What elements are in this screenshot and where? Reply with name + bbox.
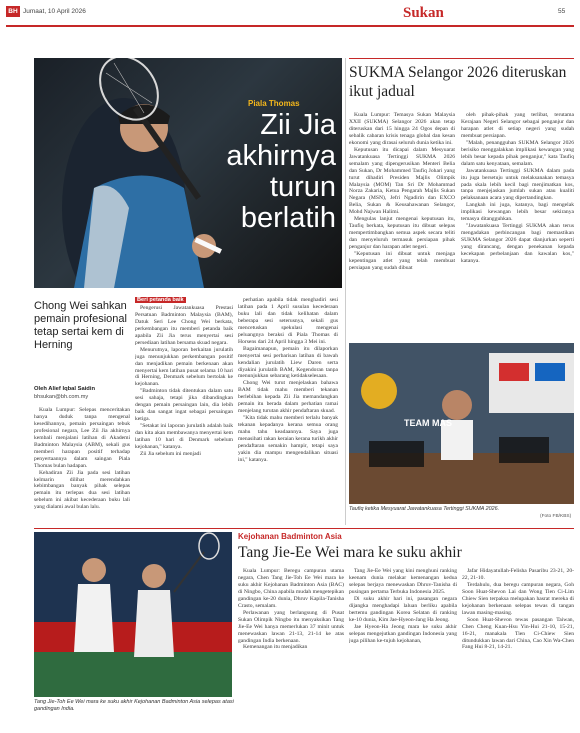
- zii-kicker: Piala Thomas: [248, 99, 300, 108]
- page-header: [0, 0, 580, 24]
- tang-caption: Tang Jie-Toh Ee Wei mara ke suku akhir Kejohanan Badminton Asia selepas atasi gandingan India.: [34, 699, 234, 712]
- paragraph: Terdahulu, dua beregu campuran negara, Goh Soon Huat-Shevon Lai dan Wong Tien Ci-Lim Chiew Sien terpaksa melupakan hasrat mereka di kejohanan berkenaan selepas tewas di tangan lawan masing-masing.: [462, 581, 574, 616]
- page-number: 55: [558, 8, 566, 15]
- meeting-illustration: [349, 343, 574, 504]
- paragraph: Soon Huat-Shevon tewas pasangan Taiwan, Chen Cheng Kuan-Hsu Yin-Hui 21-10, 15-21, 16-21, manakala Tien Ci-Chiew Sien ditundukkan lawan dari China, Cao Xin Wa-Chen Fang Hui 8-21, 14-21.: [462, 616, 574, 651]
- header-date: Jumaat, 10 April 2026: [23, 8, 86, 15]
- tang-photo: [34, 532, 232, 697]
- zii-headline: Zii Jia akhirnya turun berlatih: [226, 109, 336, 234]
- paragraph: Mengulas lanjut mengenai keputusan itu, Taufiq berkata, keputusan itu dibuat selepas mempertimbangkan semua aspek secara teliti dan menyeluruh termasuk persiapan pihak penganjur dan harapan atlet negeri.: [349, 216, 455, 251]
- zii-column-2: [135, 297, 233, 525]
- section-title: Sukan: [403, 5, 444, 21]
- zii-email: bhsukan@bh.com.my: [34, 394, 89, 400]
- paragraph: "Badminton tidak ditentukan dalam satu sesi sahaja, tetapi jika dibandingkan dengan pemain persaingan lain, dia lebih baik dan sangat ingat sebagai persaingan ketiga.: [135, 388, 233, 423]
- doubles-illustration: [34, 532, 232, 697]
- paragraph: Keputusan itu dicapai dalam Mesyuarat Jawatankuasa Tertinggi SUKMA 2026 semalam yang dipengerusikan Menteri Belia dan Sukan, Dr Mohammed Taufiq Johari yang turut dihadiri Presiden Majlis Olimpik Malaysia (MOM) Tan Sri Dr Mohammad Norza Zakaria, Ketua Pengarah Majlis Sukan Negara (MSN), Jefri Ngadirin dan EXCO Belia, Sukan & Keusahawanan Selangor, Mohd Najwan Halimi.: [349, 146, 455, 216]
- sukma-top-rule: [349, 58, 574, 59]
- sukma-photo: [349, 343, 574, 504]
- highlight-heading: [135, 297, 233, 304]
- highlight-label: Beri petanda baik: [137, 297, 184, 303]
- paragraph: "Keputusan ini dibuat untuk menjaga kepentingan atlet yang telah membuat persiapan yang sudah dibuat: [349, 251, 455, 271]
- tang-column-2: [349, 568, 457, 728]
- sukma-column-2: [461, 112, 574, 342]
- sukma-credit: (Foto FB/KBS): [540, 514, 572, 519]
- sukma-caption: Taufiq ketika Mesyuarat Jawatankuasa Tertinggi SUKMA 2026.: [349, 506, 500, 512]
- paragraph: "Malah, penangguhan SUKMA Selangor 2026 berisiko menggalakkan implikasi kewangan yang lebih besar kepada pihak penganjur," kata Taufiq dalam satu kenyataan, semalam.: [461, 139, 574, 167]
- logo: BH: [6, 6, 20, 17]
- paragraph: Chong Wei turut menjelaskan bahawa BAM tidak mahu memberi tekanan berlebihan kepada Zii Jia memandangkan pemain itu berada dalam perhatian ramai menjelang turutan akhir pendaftaran skuad.: [238, 380, 338, 415]
- paragraph: Tang Jie-Ee Wei yang kini menghuni ranking keenam dunia melakar kemenangan kedua selepas berjaya menewaskan Dhruv-Tanisha di pusingan pertama Terbuka Indonesia 2025.: [349, 568, 457, 595]
- paragraph: "Kita tidak mahu memberi terlalu banyak tekanan kepadanya kerana semua orang mahu tahu keadaannya. Saya juga menasihati rakan keraian kerana turikh akhir pendaftaran semakin hampir, tetapi saya yakin dia mampu mengendalikan situasi ini," katanya.: [238, 415, 338, 463]
- zii-subhead: Chong Wei sahkan pemain profesional tetap sertai kem di Herning: [34, 300, 127, 351]
- header-rule: [6, 25, 574, 27]
- paragraph: Menurutnya, laporan berkaitan jurulatih juga menunjukkan perkembangan positif dan menjadikan pemain berkenaan akan menyertai kem latihan pusat selama 10 hari di Herning, Denmark sebelum bertolak ke kejohanan.: [135, 346, 233, 388]
- paragraph: "Jawatankuasa Tertinggi SUKMA akan terus mengadakan perbincangan bagi memastikan SUKMA Selangor 2026 dapat dianjurkan seperti yang dirancang, dengan penekanan kepada kecekapan perbelanjaan dan kawalan kos," katanya.: [461, 223, 574, 265]
- paragraph: "Setakat ini laporan jurulatih adalah baik dan kita akan membawanya menyertai kem latihan 10 hari di Denmark sebelum kejohanan," katanya.: [135, 423, 233, 451]
- zii-column-3: [238, 297, 338, 525]
- paragraph: Kuala Lumpur: Selepas menceritakan hanya duduk tanpa mengenal kesedihannya, pemain persaingan tebuk profesional negara, Lee Zii Jia akhirnya kembali menjalani latihan di Akademi Badminton Malaysia (ABM), sekali gus memberi harapan positif terhadap penyertaannya dalam saingan Piala Thomas bulan hadapan.: [34, 407, 130, 469]
- tang-column-3: [462, 568, 574, 728]
- sukma-headline: SUKMA Selangor 2026 diteruskan ikut jadual: [349, 64, 567, 100]
- column-divider: [345, 58, 346, 525]
- tang-kicker: Kejohanan Badminton Asia: [238, 532, 342, 541]
- paragraph: Jawatankuasa Tertinggi SUKMA dalam pada itu juga bersetuju untuk melaksanakan temasya pada skala lebih kecil bagi menjimatkan kos, tanpa menjejaskan jumlah sukan atau kualiti pelaksanaan acara yang dipertandingkan.: [461, 167, 574, 202]
- paragraph: Bagaimanapun, pemain itu dilaporkan menyertai sesi perbarisan latihan di bawah kendalian jurulatih Liew Daren serta diyakini jurulatih BAM, Kegendoran tanpa menunjukkan sebarang ketidakselesaan.: [238, 345, 338, 380]
- tang-headline: Tang Jie-Ee Wei mara ke suku akhir: [238, 544, 462, 561]
- banner-text: TEAM MAS: [404, 418, 452, 428]
- paragraph: Di suku akhir hari ini, pasangan negara dijangka menghadapi laluan berliku apabila bertemu gandingan Korea Selatan di ranking ke-10 dunia, Kim Jae-Hyeon-Jang Ha Jeong.: [349, 595, 457, 623]
- paragraph: Langkah ini juga, katanya, bagi mengelak implikasi kewangan lebih besar sekiranya temasya ditangguhkan.: [461, 202, 574, 223]
- paragraph: Kemenangan itu menjadikan: [243, 644, 308, 651]
- paragraph: Jafar Hidayatullah-Felisha Pasaribu 23-21, 20-22, 21-10.: [462, 568, 574, 581]
- zii-photo: [34, 58, 342, 288]
- paragraph: Perlawanan yang berlangsung di Pusat Sukan Olimpik Ningbo itu menyaksikan Tang Jie-Ee Wei hanya memerlukan 37 minit untuk menewaskan lawan 21-13, 21-14 ke atas gandingan India berkenaan.: [238, 609, 344, 644]
- sukma-column-1: [349, 112, 455, 342]
- paragraph: Jae Hyeon-Ha Jeong mara ke suku akhir selepas mengejutkan gandingan Indonesia yang juga pilihan ke-tujuh kejohanan,: [349, 623, 457, 644]
- paragraph: oleh pihak-pihak yang terlibat, terutama Kerajaan Negeri Selangor sebagai penganjur dan harapan atlet di setiap negeri yang sudah membuat persiapan.: [461, 112, 574, 139]
- paragraph: Kehadiran Zii Jia pada sesi latihan kelmarin dilihat merendahkan kebimbangan banyak pihak selepas pemain itu terlepas dua sesi latihan sebelum ini akibat kecederaan buku lali yang dialami awal bulan lalu.: [34, 469, 130, 511]
- tang-column-1: [238, 568, 344, 728]
- paragraph: Kuala Lumpur: Temasya Sukan Malaysia XXII (SUKMA) Selangor 2026 akan tetap diteruskan dari 15 hingga 24 Ogos depan di sebalik cabaran krisis tenaga global dan kesan ekonomi yang dirasai seluruh dunia ketika ini.: [349, 112, 455, 146]
- tang-top-rule: [34, 528, 574, 529]
- paragraph: Pengerusi Jawatankuasa Prestasi Persatuan Badminton Malaysia (BAM), Datuk Seri Lee Chong Wei berkata, perkembangan itu memberi petanda baik apabila Zii Jia terus menyertai sesi persediaan latihan bersama skuad negara.: [135, 304, 233, 346]
- zii-column-1: [34, 407, 130, 525]
- paragraph: perhatian apabila tidak menghadiri sesi latihan pada 1 April susulan kecederaan buku lali dan tidak kelihatan dalam beberapa sesi seterusnya, sekali gus mencetuskan spekulasi mengenai peluangnya beraksi di Piala Thomas di Horsens dari 24 April hingga 3 Mei ini.: [238, 297, 338, 345]
- paragraph: Kuala Lumpur: Beregu campuran utama negara, Chen Tang Jie-Toh Ee Wei mara ke suku akhir Kejohanan Badminton Asia (BAC) di Ningbo, China apabila mudah mengetepikan gandingan ke-20 dunia, Dhruv Kapila-Tanisha Crasto, semalam.: [238, 568, 344, 609]
- zii-byline: Oleh Alief Iqbal Saidin: [34, 386, 95, 392]
- paragraph: Zii Jia sebelum ini menjadi: [140, 450, 201, 457]
